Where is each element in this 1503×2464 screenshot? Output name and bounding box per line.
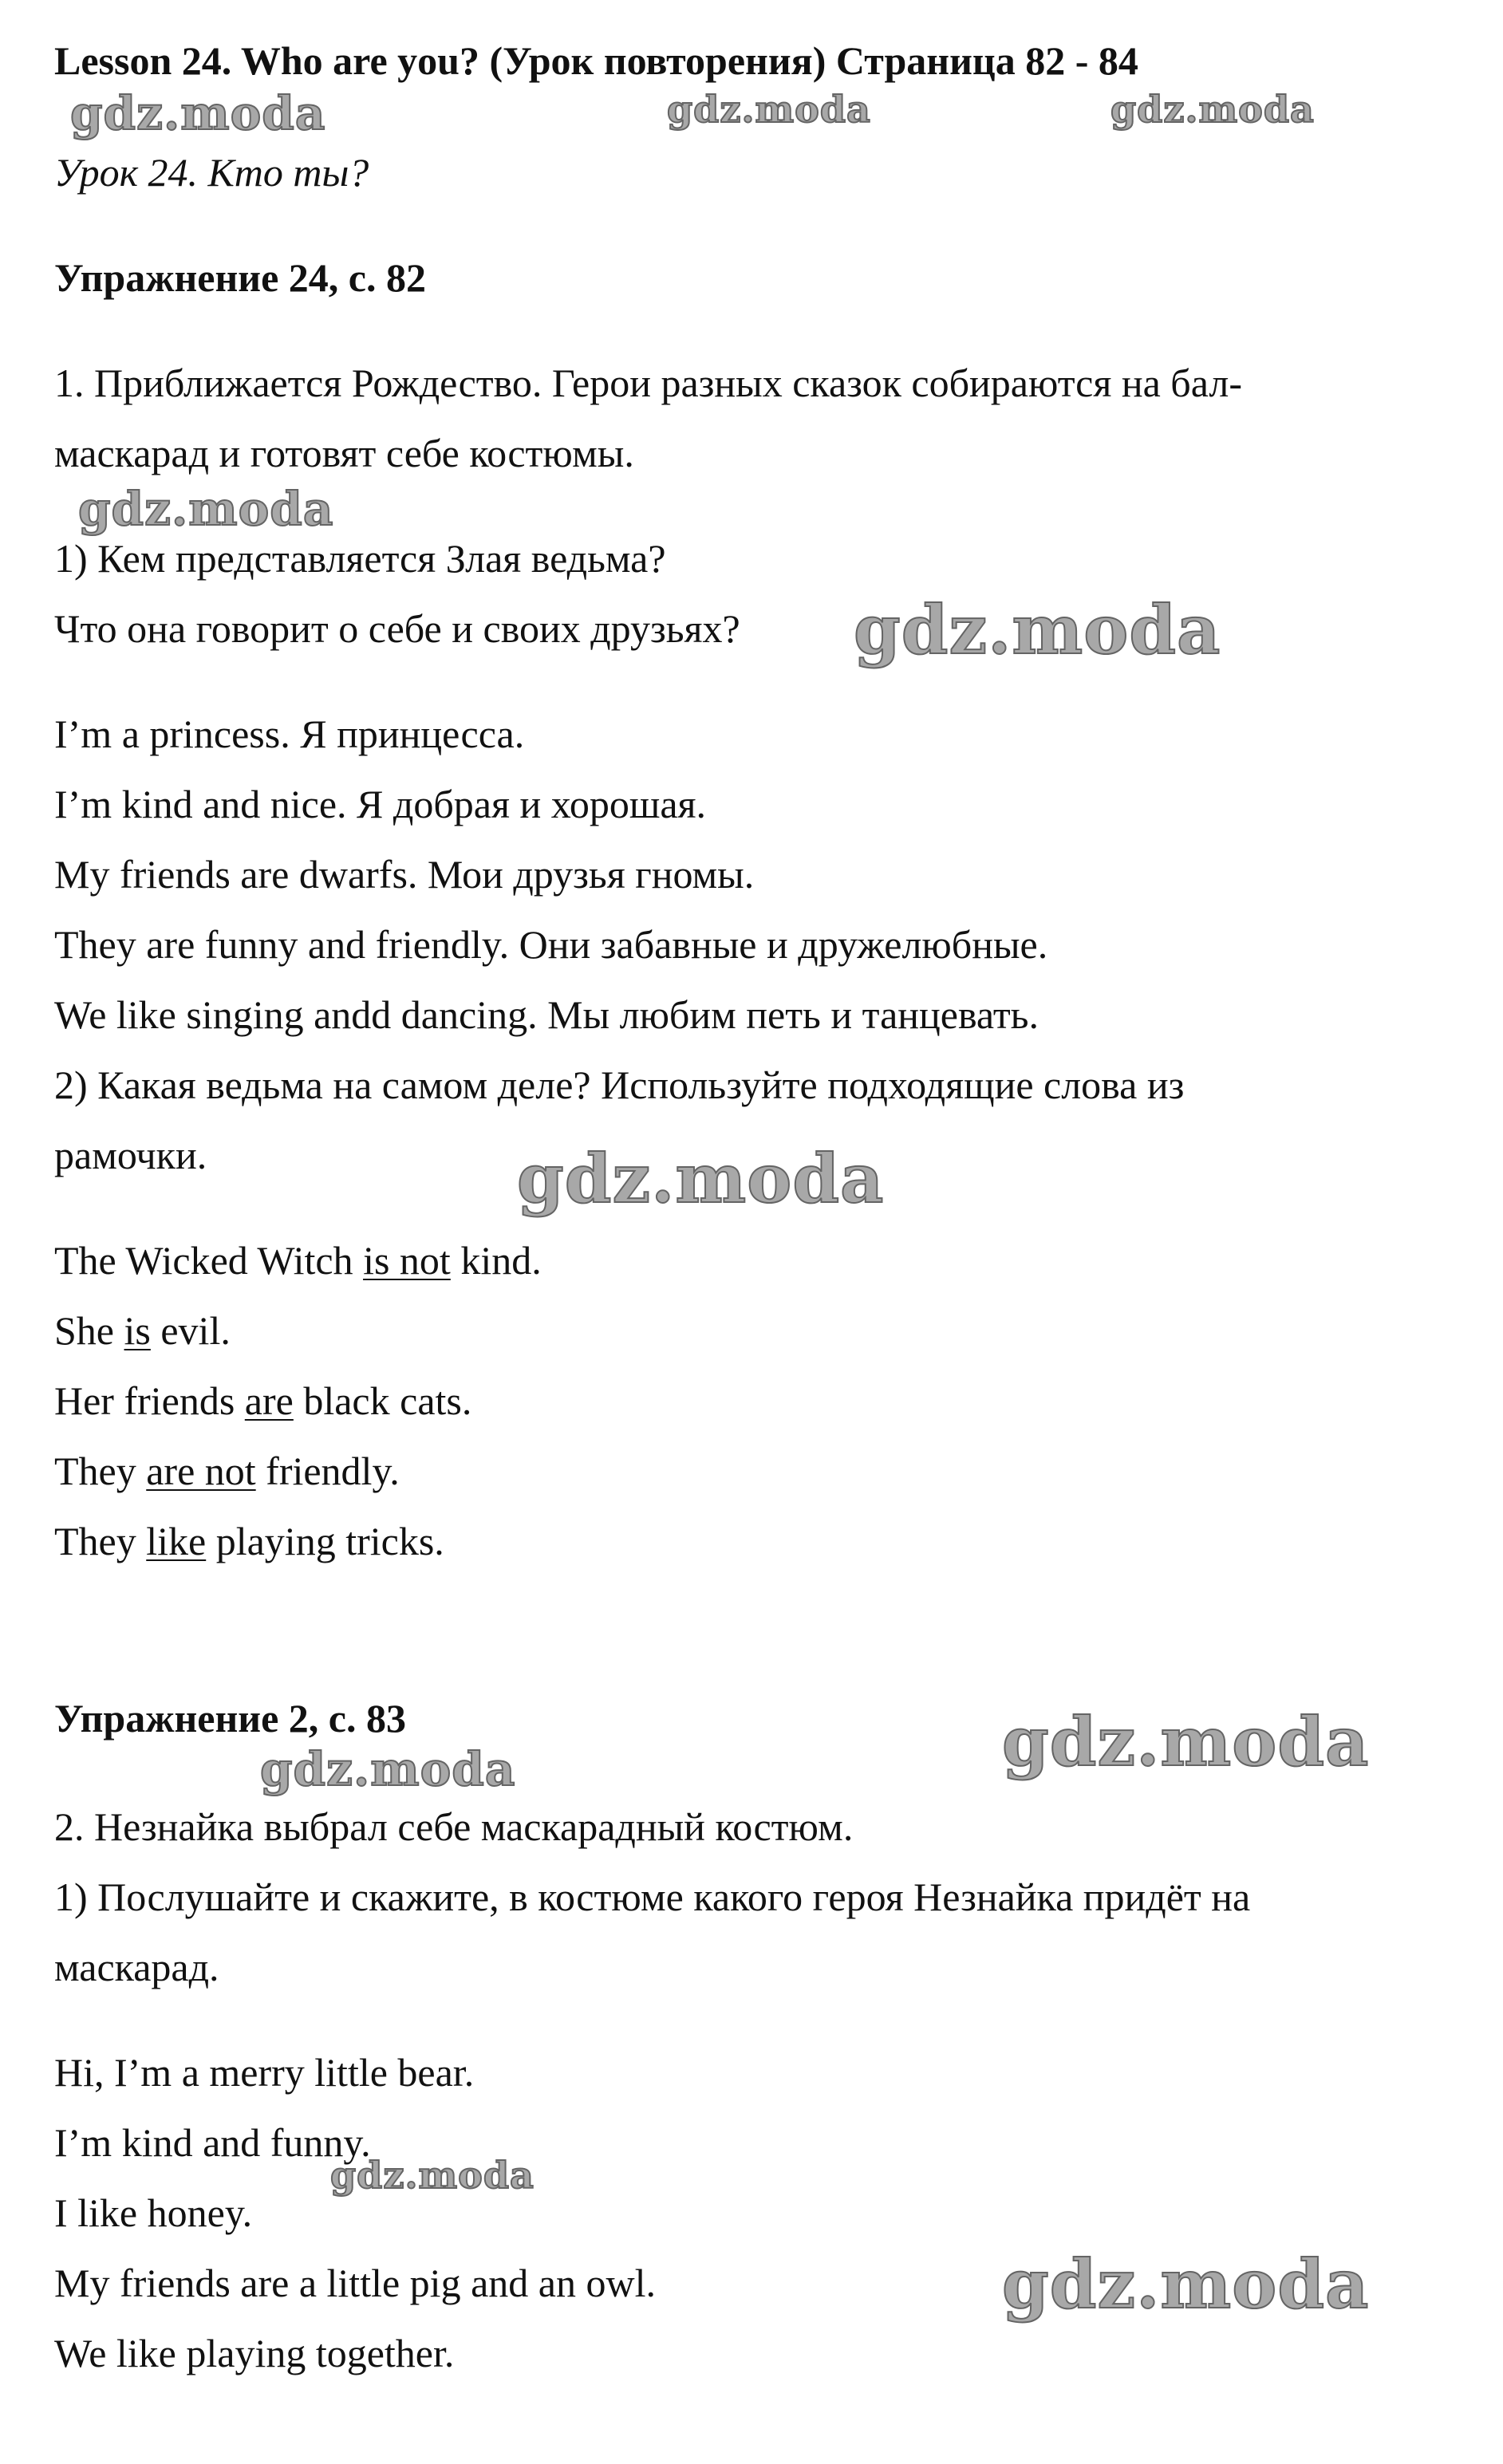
exercise-24-question-1-line-1: 1) Кем представляется Злая ведьма? — [54, 536, 666, 581]
watermark-logo: gdz.moda — [1002, 1702, 1370, 1781]
exercise-2-task: 2. Незнайка выбрал себе маскарадный костюм. — [54, 1804, 854, 1849]
filled-word: like — [146, 1519, 207, 1563]
fill-sentence: The Wicked Witch is not kind. — [54, 1238, 542, 1283]
answer-line: I’m a princess. Я принцесса. — [54, 712, 525, 756]
fill-sentence: They are not friendly. — [54, 1449, 400, 1493]
answer-line: I like honey. — [54, 2190, 253, 2235]
answer-line: My friends are a little pig and an owl. — [54, 2261, 656, 2305]
exercise-24-task-line-1: 1. Приближается Рождество. Герои разных сказок собираются на бал- — [54, 361, 1242, 405]
watermark-logo: gdz.moda — [70, 86, 326, 140]
watermark-logo: gdz.moda — [260, 1742, 516, 1796]
watermark-logo: gdz.moda — [78, 482, 334, 536]
watermark-logo: gdz.moda — [1002, 2245, 1370, 2324]
answer-line: I’m kind and nice. Я добрая и хорошая. — [54, 782, 707, 826]
page-title: Lesson 24. Who are you? (Урок повторения) Страница 82 - 84 — [54, 38, 1138, 83]
filled-word: are not — [146, 1449, 256, 1493]
exercise-24-question-2-line-1: 2) Какая ведьма на самом деле? Используйте подходящие слова из — [54, 1062, 1185, 1107]
fill-sentence: They like playing tricks. — [54, 1519, 444, 1563]
exercise-24-question-2-line-2: рамочки. — [54, 1133, 207, 1177]
answer-line: I’m kind and funny. — [54, 2120, 371, 2165]
watermark-logo: gdz.moda — [517, 1139, 885, 1218]
fill-sentence: She is evil. — [54, 1308, 231, 1353]
answer-line: We like playing together. — [54, 2331, 455, 2375]
exercise-24-question-1-line-2: Что она говорит о себе и своих друзьях? — [54, 606, 740, 651]
filled-word: are — [244, 1378, 294, 1423]
filled-word: is — [124, 1308, 151, 1353]
page-subtitle: Урок 24. Кто ты? — [54, 150, 369, 195]
exercise-2-heading: Упражнение 2, с. 83 — [54, 1696, 406, 1741]
exercise-2-question-1-line-1: 1) Послушайте и скажите, в костюме какого героя Незнайка придёт на — [54, 1875, 1251, 1919]
watermark-logo: gdz.moda — [667, 88, 871, 131]
filled-word: is not — [363, 1238, 451, 1283]
watermark-logo: gdz.moda — [854, 590, 1221, 669]
answer-line: We like singing andd dancing. Мы любим петь и танцевать. — [54, 992, 1039, 1037]
exercise-2-question-1-line-2: маскарад. — [54, 1945, 219, 1989]
answer-line: My friends are dwarfs. Мои друзья гномы. — [54, 852, 755, 897]
watermark-logo: gdz.moda — [330, 2154, 535, 2197]
answer-line: They are funny and friendly. Они забавные и дружелюбные. — [54, 922, 1048, 967]
fill-sentence: Her friends are black cats. — [54, 1378, 472, 1423]
watermark-logo: gdz.moda — [1110, 88, 1315, 131]
answer-line: Hi, I’m a merry little bear. — [54, 2050, 475, 2095]
exercise-24-task-line-2: маскарад и готовят себе костюмы. — [54, 431, 634, 475]
exercise-24-heading: Упражнение 24, с. 82 — [54, 255, 426, 300]
